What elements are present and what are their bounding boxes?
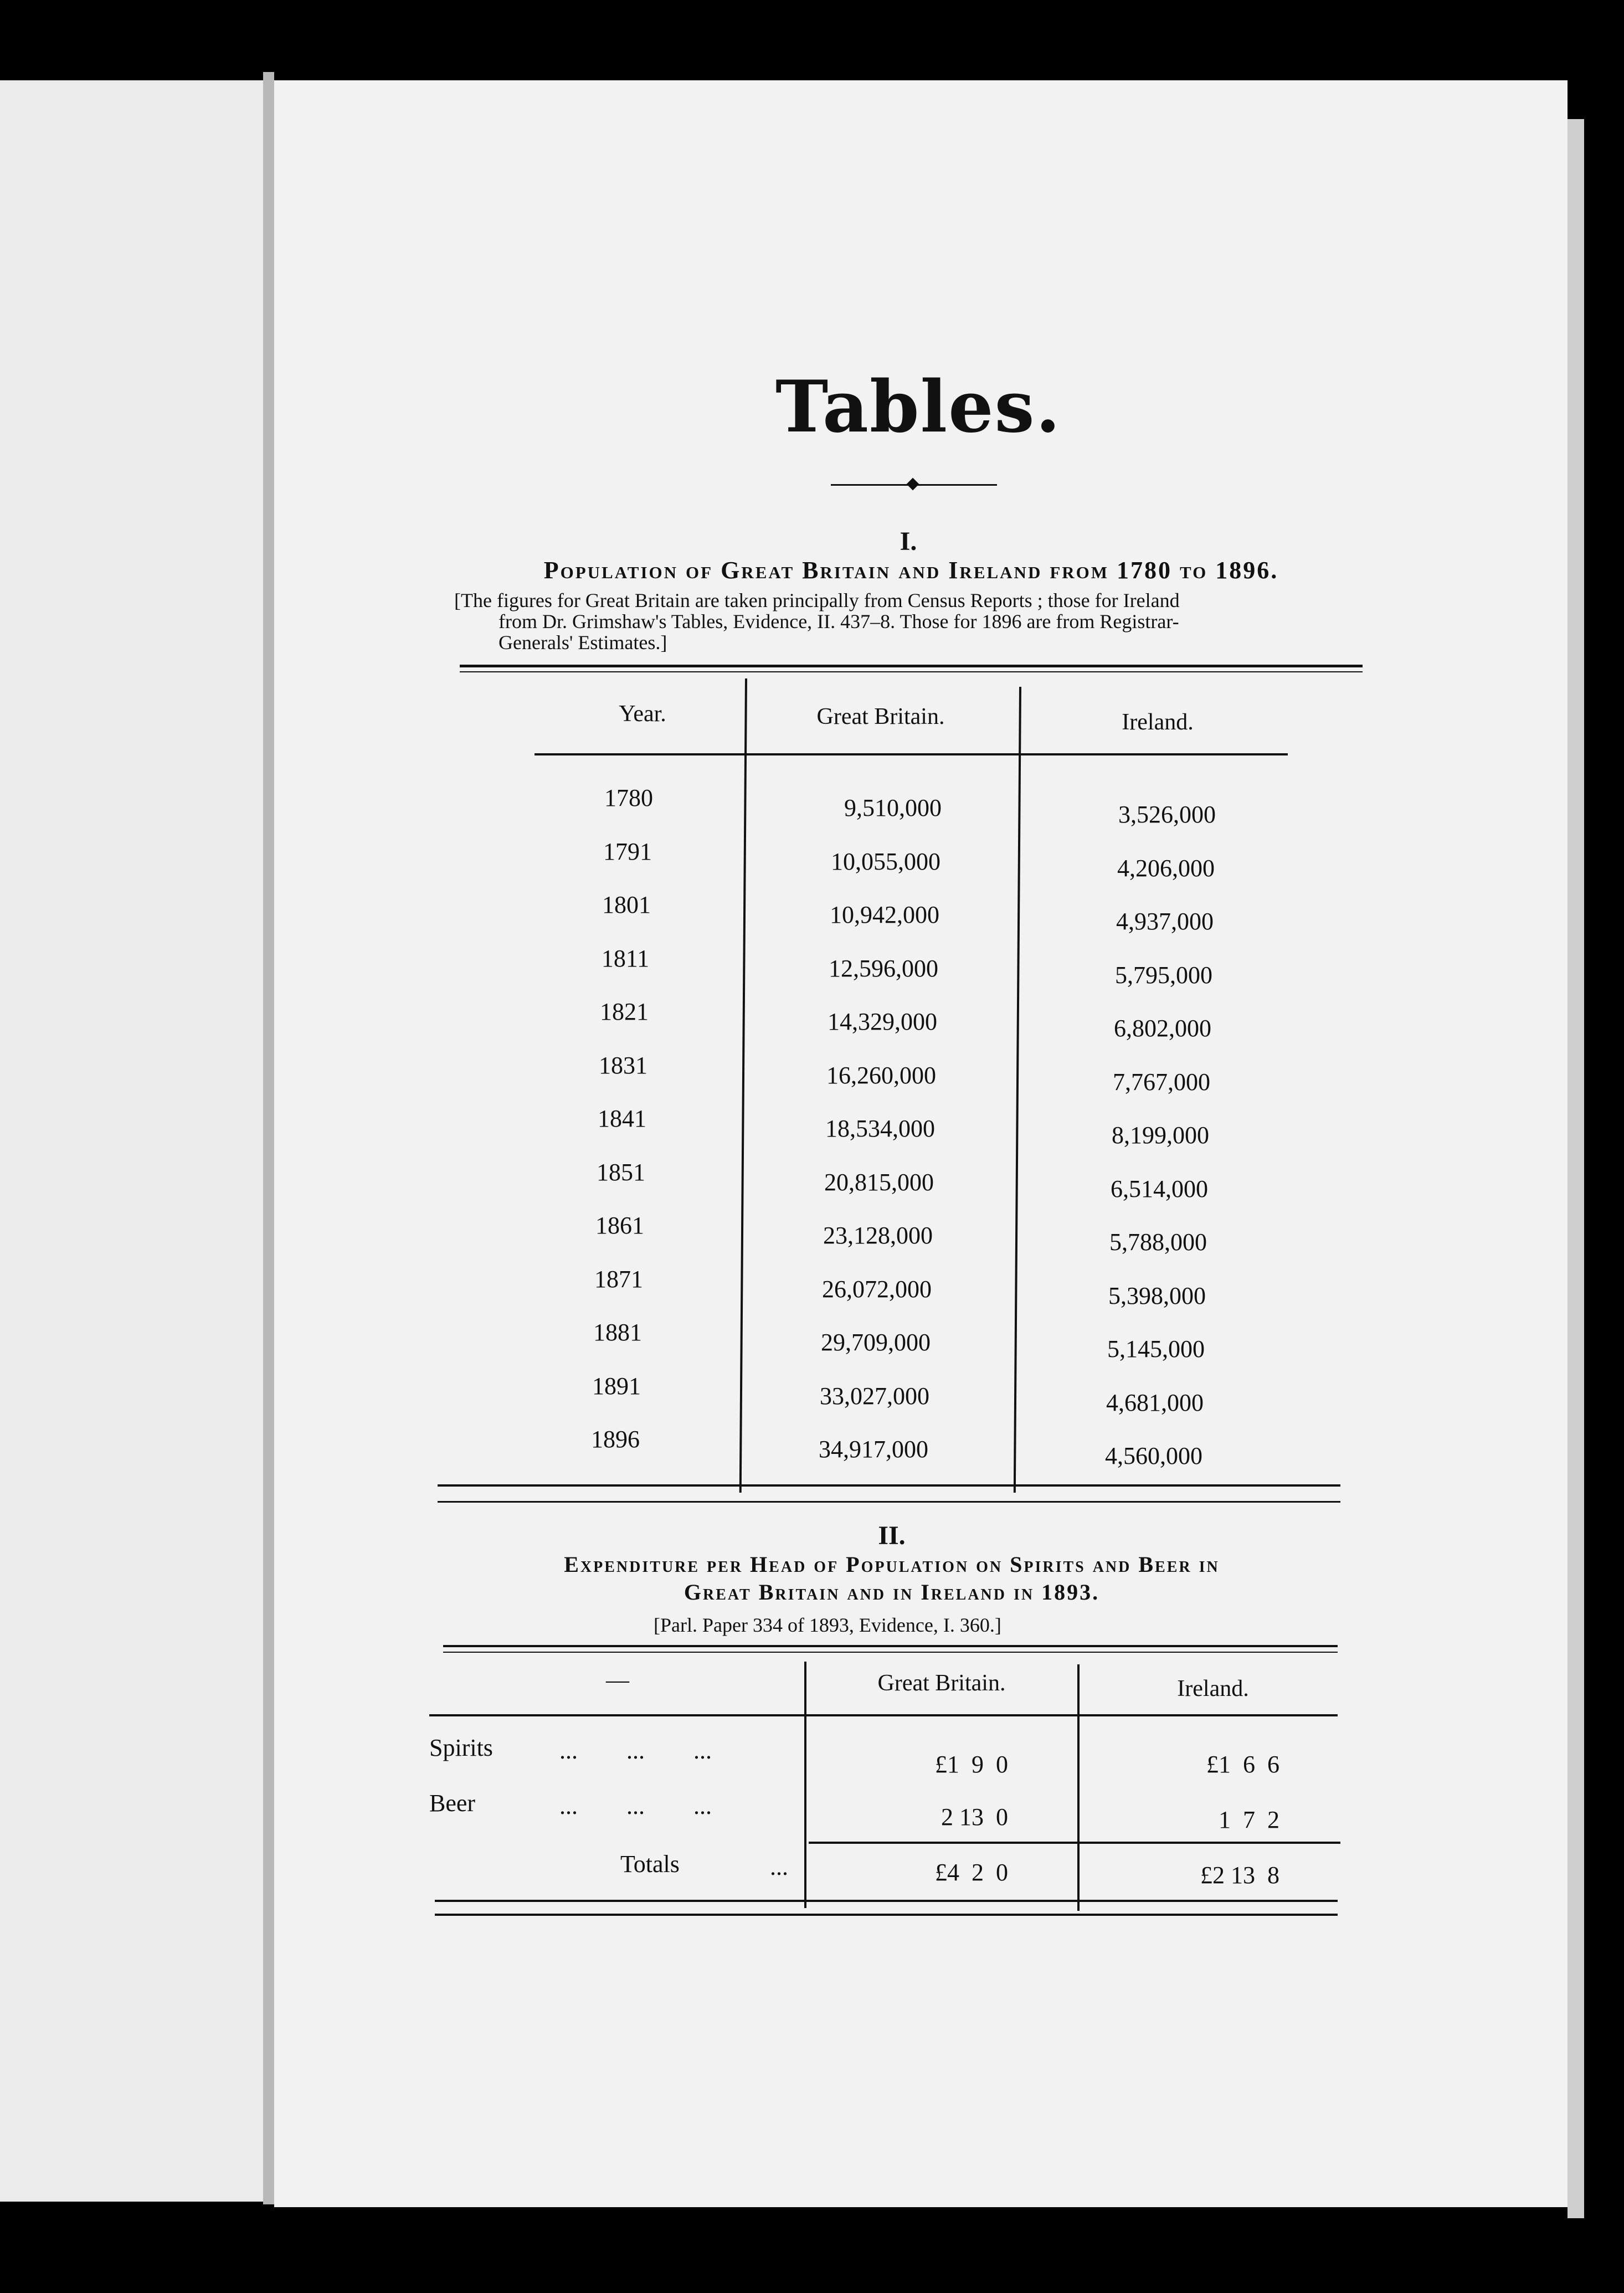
table1-cell-gb: 23,128,000 [823,1222,933,1249]
table2-row-leader: ... [770,1853,788,1880]
table2-cell-spirits-gb: £1 9 0 [935,1751,1008,1778]
table1-note-line: Generals' Estimates.] [498,631,667,654]
table1-note-line: [The figures for Great Britain are taken principally from Census Reports ; those for Ireland [454,589,1180,611]
table2-bottom-rule-thin [435,1914,1338,1916]
table1-title: Population of Great Britain and Ireland from 1780 to 1896. [543,557,1279,584]
table1-cell-year: 1871 [594,1265,643,1293]
table2-cell-totals-gb: £4 2 0 [935,1859,1008,1886]
table1-cell-year: 1861 [595,1212,644,1239]
table1-cell-year: 1821 [600,998,649,1025]
table1-cell-gb: 18,534,000 [825,1115,935,1142]
table2-top-rule [443,1645,1338,1647]
table1-cell-gb: 16,260,000 [826,1061,936,1089]
table1-cell-gb: 26,072,000 [822,1275,932,1303]
table1-header-ireland: Ireland. [1122,710,1194,735]
table1-cell-ireland: 5,788,000 [1109,1228,1207,1256]
table1-cell-ireland: 5,145,000 [1107,1335,1205,1363]
table1-header-year: Year. [619,701,666,727]
table2-row-label-spirits: Spirits [429,1734,493,1761]
page-heading: Tables. [775,366,1062,449]
table1-cell-year: 1831 [599,1051,647,1079]
table1-cell-gb: 10,055,000 [831,847,941,875]
table2-cell-totals-ireland: £2 13 8 [1200,1862,1279,1889]
table1-cell-year: 1881 [593,1319,642,1346]
left-page [0,80,263,2202]
table1-cell-year: 1780 [604,784,653,811]
table1-cell-year: 1851 [597,1158,645,1186]
table1-cell-year: 1841 [598,1105,646,1132]
table1-cell-gb: 12,596,000 [829,954,938,982]
table1-cell-gb: 29,709,000 [821,1329,931,1356]
table1-cell-year: 1811 [601,944,650,972]
table1-cell-ireland: 5,398,000 [1108,1282,1206,1309]
table2-row-label-totals: Totals [620,1850,680,1878]
table2-cell-beer-ireland: 1 7 2 [1219,1806,1279,1833]
table1-top-rule-thin [460,671,1363,672]
table2-bottom-rule [435,1900,1338,1902]
book-gutter [263,72,274,2204]
table1-cell-gb: 10,942,000 [830,901,939,928]
table1-cell-year: 1801 [602,891,651,918]
table1-cell-gb: 33,027,000 [820,1382,929,1410]
table1-cell-year: 1896 [591,1426,640,1453]
table1-cell-year: 1891 [592,1372,641,1400]
table1-numeral: I. [900,527,917,556]
table2-row-leader: ... ... ... [559,1792,712,1819]
table1-cell-gb: 9,510,000 [844,794,942,821]
table1-cell-ireland: 4,937,000 [1116,908,1214,935]
table2-col-divider [804,1662,806,1908]
table1-cell-year: 1791 [603,837,652,865]
table2-cell-spirits-ireland: £1 6 6 [1206,1751,1279,1778]
table1-note [454,590,1385,653]
table2-sum-rule [809,1842,1340,1844]
table1-cell-gb: 20,815,000 [824,1168,934,1196]
table1-cell-ireland: 6,514,000 [1111,1175,1208,1202]
table1-top-rule [460,665,1363,667]
table2-col-divider [1077,1664,1080,1911]
table1-cell-ireland: 4,560,000 [1105,1442,1202,1469]
page-edge [1568,119,1584,2218]
table1-cell-gb: 34,917,000 [819,1436,928,1463]
table2-row-leader: ... ... ... [559,1737,712,1764]
table1-cell-ireland: 3,526,000 [1118,801,1216,828]
table1-bottom-rule-thin [438,1501,1340,1503]
table2-title-line1: Expenditure per Head of Population on Spirits and Beer in [564,1552,1220,1577]
table2-top-rule-thin [443,1652,1338,1653]
table1-header-rule [535,753,1288,755]
table1-cell-ireland: 8,199,000 [1112,1122,1209,1149]
table2-row-label-beer: Beer [429,1790,476,1817]
table2-cell-beer-gb: 2 13 0 [941,1803,1008,1831]
table1-bottom-rule [438,1484,1340,1487]
table2-header-gb: Great Britain. [877,1670,1006,1696]
table2-header-ireland: Ireland. [1177,1676,1249,1701]
table2-header-rule [429,1714,1338,1716]
table1-cell-gb: 14,329,000 [828,1008,937,1035]
table2-header-blank: — [606,1668,629,1693]
table1-cell-ireland: 6,802,000 [1114,1015,1211,1042]
table2-numeral: II. [878,1521,906,1550]
table1-cell-ireland: 7,767,000 [1113,1068,1210,1096]
table1-cell-ireland: 5,795,000 [1115,961,1212,989]
table1-cell-ireland: 4,206,000 [1117,854,1215,882]
table2-note: [Parl. Paper 334 of 1893, Evidence, I. 360.] [654,1614,1001,1636]
table1-header-gb: Great Britain. [816,704,945,729]
ornament-divider [831,483,997,486]
table1-note-line: from Dr. Grimshaw's Tables, Evidence, II. 437–8. Those for 1896 are from Registrar- [498,610,1179,633]
table2-title-line2: Great Britain and in Ireland in 1893. [683,1580,1100,1605]
table1-cell-ireland: 4,681,000 [1106,1389,1204,1416]
